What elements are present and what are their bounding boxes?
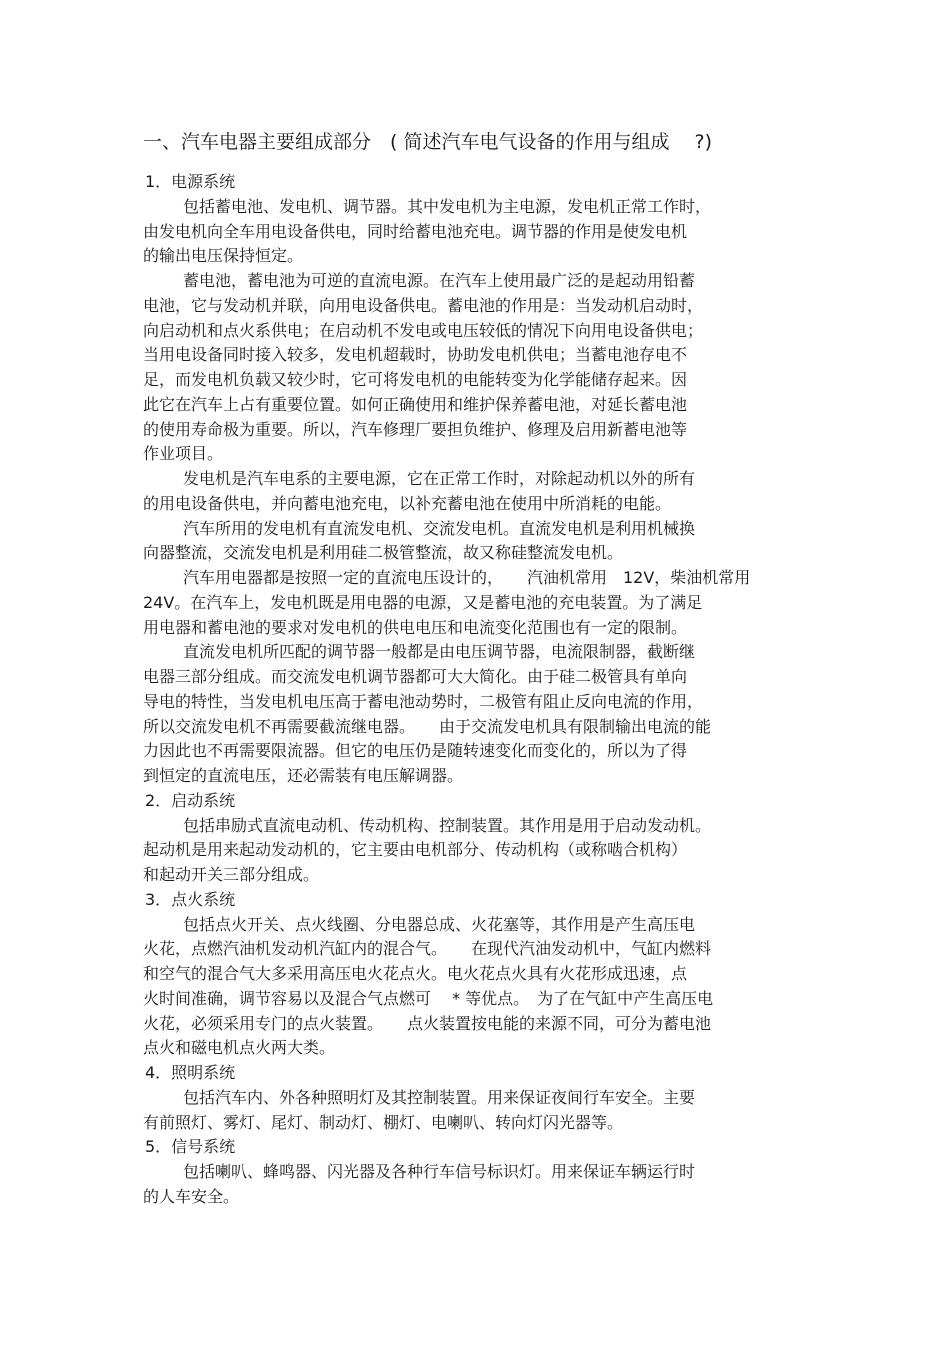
paragraph-line: 足，而发电机负载又较少时，它可将发电机的电能转变为化学能储存起来。因 bbox=[143, 370, 688, 389]
section-heading: 4．照明系统 bbox=[145, 1063, 236, 1082]
paragraph-line: 发电机是汽车电系的主要电源，它在正常工作时，对除起动机以外的所有 bbox=[183, 469, 696, 488]
paragraph-line: 电池，它与发动机并联，向用电设备供电。蓄电池的作用是：当发动机启动时， bbox=[143, 295, 704, 315]
paragraph-line: 汽车用电器都是按照一定的直流电压设计的， 汽油机常用 12V，柴油机常用 bbox=[183, 568, 751, 587]
paragraph-line: 的使用寿命极为重要。所以，汽车修理厂要担负维护、修理及启用新蓄电池等 bbox=[143, 419, 688, 439]
section-heading: 1．电源系统 bbox=[145, 172, 236, 191]
paragraph-line: 导电的特性，当发电机电压高于蓄电池动势时，二极管有阻止反向电流的作用， bbox=[143, 691, 704, 711]
paragraph-line: 的人车安全。 bbox=[143, 1186, 240, 1206]
section-heading: 2．启动系统 bbox=[145, 790, 236, 810]
paragraph-line: 力因此也不再需要限流器。但它的电压仍是随转速变化而变化的，所以为了得 bbox=[143, 741, 688, 761]
section-heading: 3．点火系统 bbox=[145, 889, 236, 909]
paragraph-line: 作业项目。 bbox=[143, 444, 224, 464]
paragraph-line: 向启动机和点火系供电；在启动机不发电或电压较低的情况下向用电设备供电； bbox=[143, 320, 704, 340]
paragraph-line: 包括串励式直流电动机、传动机构、控制装置。其作用是用于启动发动机。 bbox=[183, 815, 712, 835]
paragraph-line: 包括点火开关、点火线圈、分电器总成、火花塞等，其作用是产生高压电 bbox=[183, 914, 696, 934]
paragraph-line: 火花，必须采用专门的点火装置。 点火装置按电能的来源不同，可分为蓄电池 bbox=[143, 1013, 712, 1033]
paragraph-line: 和空气的混合气大多采用高压电火花点火。电火花点火具有火花形成迅速，点 bbox=[143, 964, 688, 983]
paragraph-line: 包括喇叭、蜂鸣器、闪光器及各种行车信号标识灯。用来保证车辆运行时 bbox=[183, 1162, 696, 1181]
paragraph-line: 向器整流，交流发电机是利用硅二极管整流，故又称硅整流发电机。 bbox=[143, 543, 624, 563]
document-title: 一、汽车电器主要组成部分 ( 简述汽车电气设备的作用与组成 ?) bbox=[143, 131, 712, 153]
paragraph-line: 直流发电机所匹配的调节器一般都是由电压调节器，电流限制器，截断继 bbox=[183, 642, 696, 662]
paragraph-line: 24V。在汽车上，发电机既是用电器的电源，又是蓄电池的充电装置。为了满足 bbox=[143, 592, 703, 612]
paragraph-line: 起动机是用来起动发动机的，它主要由电机部分、传动机构（或称啮合机构） bbox=[143, 840, 688, 860]
section-heading: 5．信号系统 bbox=[145, 1137, 236, 1157]
paragraph-line: 此它在汽车上占有重要位置。如何正确使用和维护保养蓄电池，对延长蓄电池 bbox=[143, 394, 688, 414]
paragraph-line: 电器三部分组成。而交流发电机调节器都可大大简化。由于硅二极管具有单向 bbox=[143, 667, 688, 686]
paragraph-line: 用电器和蓄电池的要求对发电机的供电电压和电流变化范围也有一定的限制。 bbox=[143, 617, 688, 637]
paragraph-line: 的输出电压保持恒定。 bbox=[143, 246, 304, 266]
paragraph-line: 汽车所用的发电机有直流发电机、交流发电机。直流发电机是利用机械换 bbox=[183, 518, 696, 538]
paragraph-line: 的用电设备供电，并向蓄电池充电，以补充蓄电池在使用中所消耗的电能。 bbox=[143, 493, 672, 513]
paragraph-line: 包括蓄电池、发电机、调节器。其中发电机为主电源，发电机正常工作时， bbox=[183, 196, 712, 216]
paragraph-line: 所以交流发电机不再需要截流继电器。 由于交流发电机具有限制输出电流的能 bbox=[143, 716, 712, 736]
paragraph-line: 和起动开关三部分组成。 bbox=[143, 865, 320, 884]
paragraph-line: 火花，点燃汽油机发动机汽缸内的混合气。 在现代汽油发动机中，气缸内燃料 bbox=[143, 939, 712, 959]
paragraph-line: 包括汽车内、外各种照明灯及其控制装置。用来保证夜间行车安全。主要 bbox=[183, 1087, 696, 1107]
document-body bbox=[143, 170, 823, 1210]
paragraph-line: 当用电设备同时接入较多，发电机超载时，协助发电机供电；当蓄电池存电不 bbox=[143, 345, 688, 365]
paragraph-line: 点火和磁电机点火两大类。 bbox=[143, 1038, 336, 1058]
paragraph-line: 有前照灯、雾灯、尾灯、制动灯、棚灯、电喇叭、转向灯闪光器等。 bbox=[143, 1112, 624, 1132]
paragraph-line: 由发电机向全车用电设备供电，同时给蓄电池充电。调节器的作用是使发电机 bbox=[143, 221, 688, 241]
paragraph-line: 到恒定的直流电压，还必需装有电压解调器。 bbox=[143, 766, 464, 785]
paragraph-line: 火时间准确，调节容易以及混合气点燃可 * 等优点。 为了在气缸中产生高压电 bbox=[143, 988, 714, 1008]
paragraph-line: 蓄电池，蓄电池为可逆的直流电源。在汽车上使用最广泛的是起动用铅蓄 bbox=[183, 271, 696, 290]
